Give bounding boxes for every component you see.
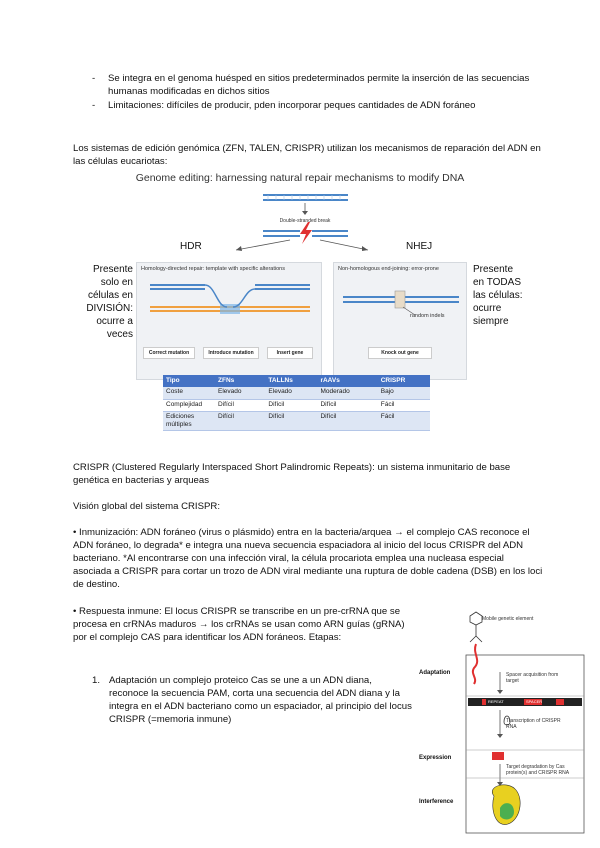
table-cell: Difícil xyxy=(215,399,265,411)
table-cell: Difícil xyxy=(265,399,317,411)
intro-paragraph: Los sistemas de edición genómica (ZFN, TALEN, CRISPR) utilizan los mecanismos de reparación del ADN en las células eucariotas: xyxy=(73,143,541,167)
nhej-panel xyxy=(333,262,467,380)
left-note: Presente solo en células en DIVISIÓN: ocurre a veces xyxy=(86,264,133,340)
nhej-label: NHEJ xyxy=(406,241,433,252)
table-row xyxy=(163,387,430,399)
table-cell: Elevado xyxy=(215,387,265,399)
col-header: rAAVs xyxy=(317,375,377,387)
crispr-definition: CRISPR (Clustered Regularly Interspaced Short Palindromic Repeats): un sistema inmunitario de base genética en bacterias y arqueas xyxy=(73,462,511,486)
crispr-locus xyxy=(468,698,582,706)
target-degradation-label: Target degradation by Cas protein(s) and CRISPR RNA xyxy=(506,764,570,776)
table-row xyxy=(163,399,430,411)
insert-gene-button: Insert gene xyxy=(267,347,313,359)
bullet-marker: - xyxy=(92,73,96,84)
interference-label: Interference xyxy=(419,799,454,805)
intact-dna-icon xyxy=(263,195,348,200)
transcription-label: Transcription of CRISPR RNA xyxy=(506,718,561,730)
hdr-panel xyxy=(136,262,322,380)
expressed-crrna-icon xyxy=(492,752,504,760)
hdr-label: HDR xyxy=(180,241,202,252)
introduce-mutation-button: Introduce mutation xyxy=(203,347,259,359)
bullet-text: Limitaciones: difíciles de producir, pden incorporar peques cantidades de ADN foráneo xyxy=(108,100,476,111)
bullet-text: Se integra en el genoma huésped en sitios predeterminados permite la inserción de las secuencias humanas modificadas en dichos sitios xyxy=(108,73,530,97)
col-header: Tipo xyxy=(163,375,215,387)
break-label: Double-stranded break xyxy=(279,218,331,224)
table-cell: Elevado xyxy=(265,387,317,399)
mobile-element-label: Mobile genetic element xyxy=(482,616,534,622)
list-item xyxy=(92,99,532,112)
col-header: CRISPR xyxy=(378,375,430,387)
right-note: Presente en TODAS las células: ocurre siempre xyxy=(473,264,523,327)
table-row xyxy=(163,411,430,430)
col-header: TALLNs xyxy=(265,375,317,387)
table-cell: Moderado xyxy=(317,387,377,399)
bullet-marker: - xyxy=(92,100,96,111)
genome-figure-title: Genome editing: harnessing natural repair mechanisms to modify DNA xyxy=(135,172,465,184)
table-cell: Difícil xyxy=(317,411,377,430)
table-cell: Complejidad xyxy=(163,399,215,411)
table-cell: Difícil xyxy=(265,411,317,430)
immune-response-paragraph: • Respuesta inmune: El locus CRISPR se transcribe en un pre-crRNA que se procesa en crRNAs maduros → los crRNAs se usan como ARN guías (gRNA) por el complejo CAS para identificar los ADN foráneos. Etapas: xyxy=(73,606,405,643)
nhej-panel-header: Non-homologous end-joining: error-prone xyxy=(338,266,439,272)
table-cell: Fácil xyxy=(378,399,430,411)
adaptation-label: Adaptation xyxy=(419,670,451,676)
knock-out-gene-button: Knock out gene xyxy=(368,347,432,359)
table-header-row xyxy=(163,375,430,387)
table-cell: Ediciones múltiples xyxy=(163,411,215,430)
phage-icon xyxy=(470,612,482,642)
list-item xyxy=(92,674,412,726)
col-header: ZFNs xyxy=(215,375,265,387)
table-cell: Bajo xyxy=(378,387,430,399)
comparison-table xyxy=(163,375,430,431)
table-cell: Difícil xyxy=(215,411,265,430)
spacer-label: SPACER xyxy=(526,699,543,704)
steps-list xyxy=(92,674,412,726)
limitations-list xyxy=(92,72,532,113)
step-number: 1. xyxy=(92,675,101,686)
overview-title: Visión global del sistema CRISPR: xyxy=(73,501,220,512)
crispr-mechanism-figure xyxy=(416,610,591,835)
expression-label: Expression xyxy=(419,755,452,761)
hdr-panel-header: Homology-directed repair: template with specific alterations xyxy=(141,266,285,272)
immunization-paragraph: • Inmunización: ADN foráneo (virus o plásmido) entra en la bacteria/arquea → el complejo CAS reconoce el ADN foráneo, lo degrada* e integra una nueva secuencia espaciadora al inicio del locus CRISPR del ADN bacteriano. *Al encontrarse con una infección viral, la célula procariota emplea una nucleasa especial asociada a CRISPR para cortar un trozo de ADN viral mediante una ruptura de doble cadena (DSB) en los loci de destino. xyxy=(73,527,543,590)
table-cell: Coste xyxy=(163,387,215,399)
hdr-template-diagram xyxy=(145,277,315,321)
step-text: Adaptación un complejo proteico Cas se une a un ADN diana, reconoce la secuencia PAM, corta una secuencia del ADN diana y la integra en el ADN bacteriano como un espaciador, al principio del locus CRISPR (=memoria inmune) xyxy=(109,675,412,725)
pathway-arrows xyxy=(0,236,600,256)
correct-mutation-button: Correct mutation xyxy=(143,347,195,359)
list-item xyxy=(92,72,532,98)
table-cell: Difícil xyxy=(317,399,377,411)
table-cell: Fácil xyxy=(378,411,430,430)
spacer-acquisition-label: Spacer acquisition from target xyxy=(506,672,559,684)
random-indels-label: random indels xyxy=(410,313,445,319)
repeat-label: REPEAT xyxy=(488,699,504,704)
